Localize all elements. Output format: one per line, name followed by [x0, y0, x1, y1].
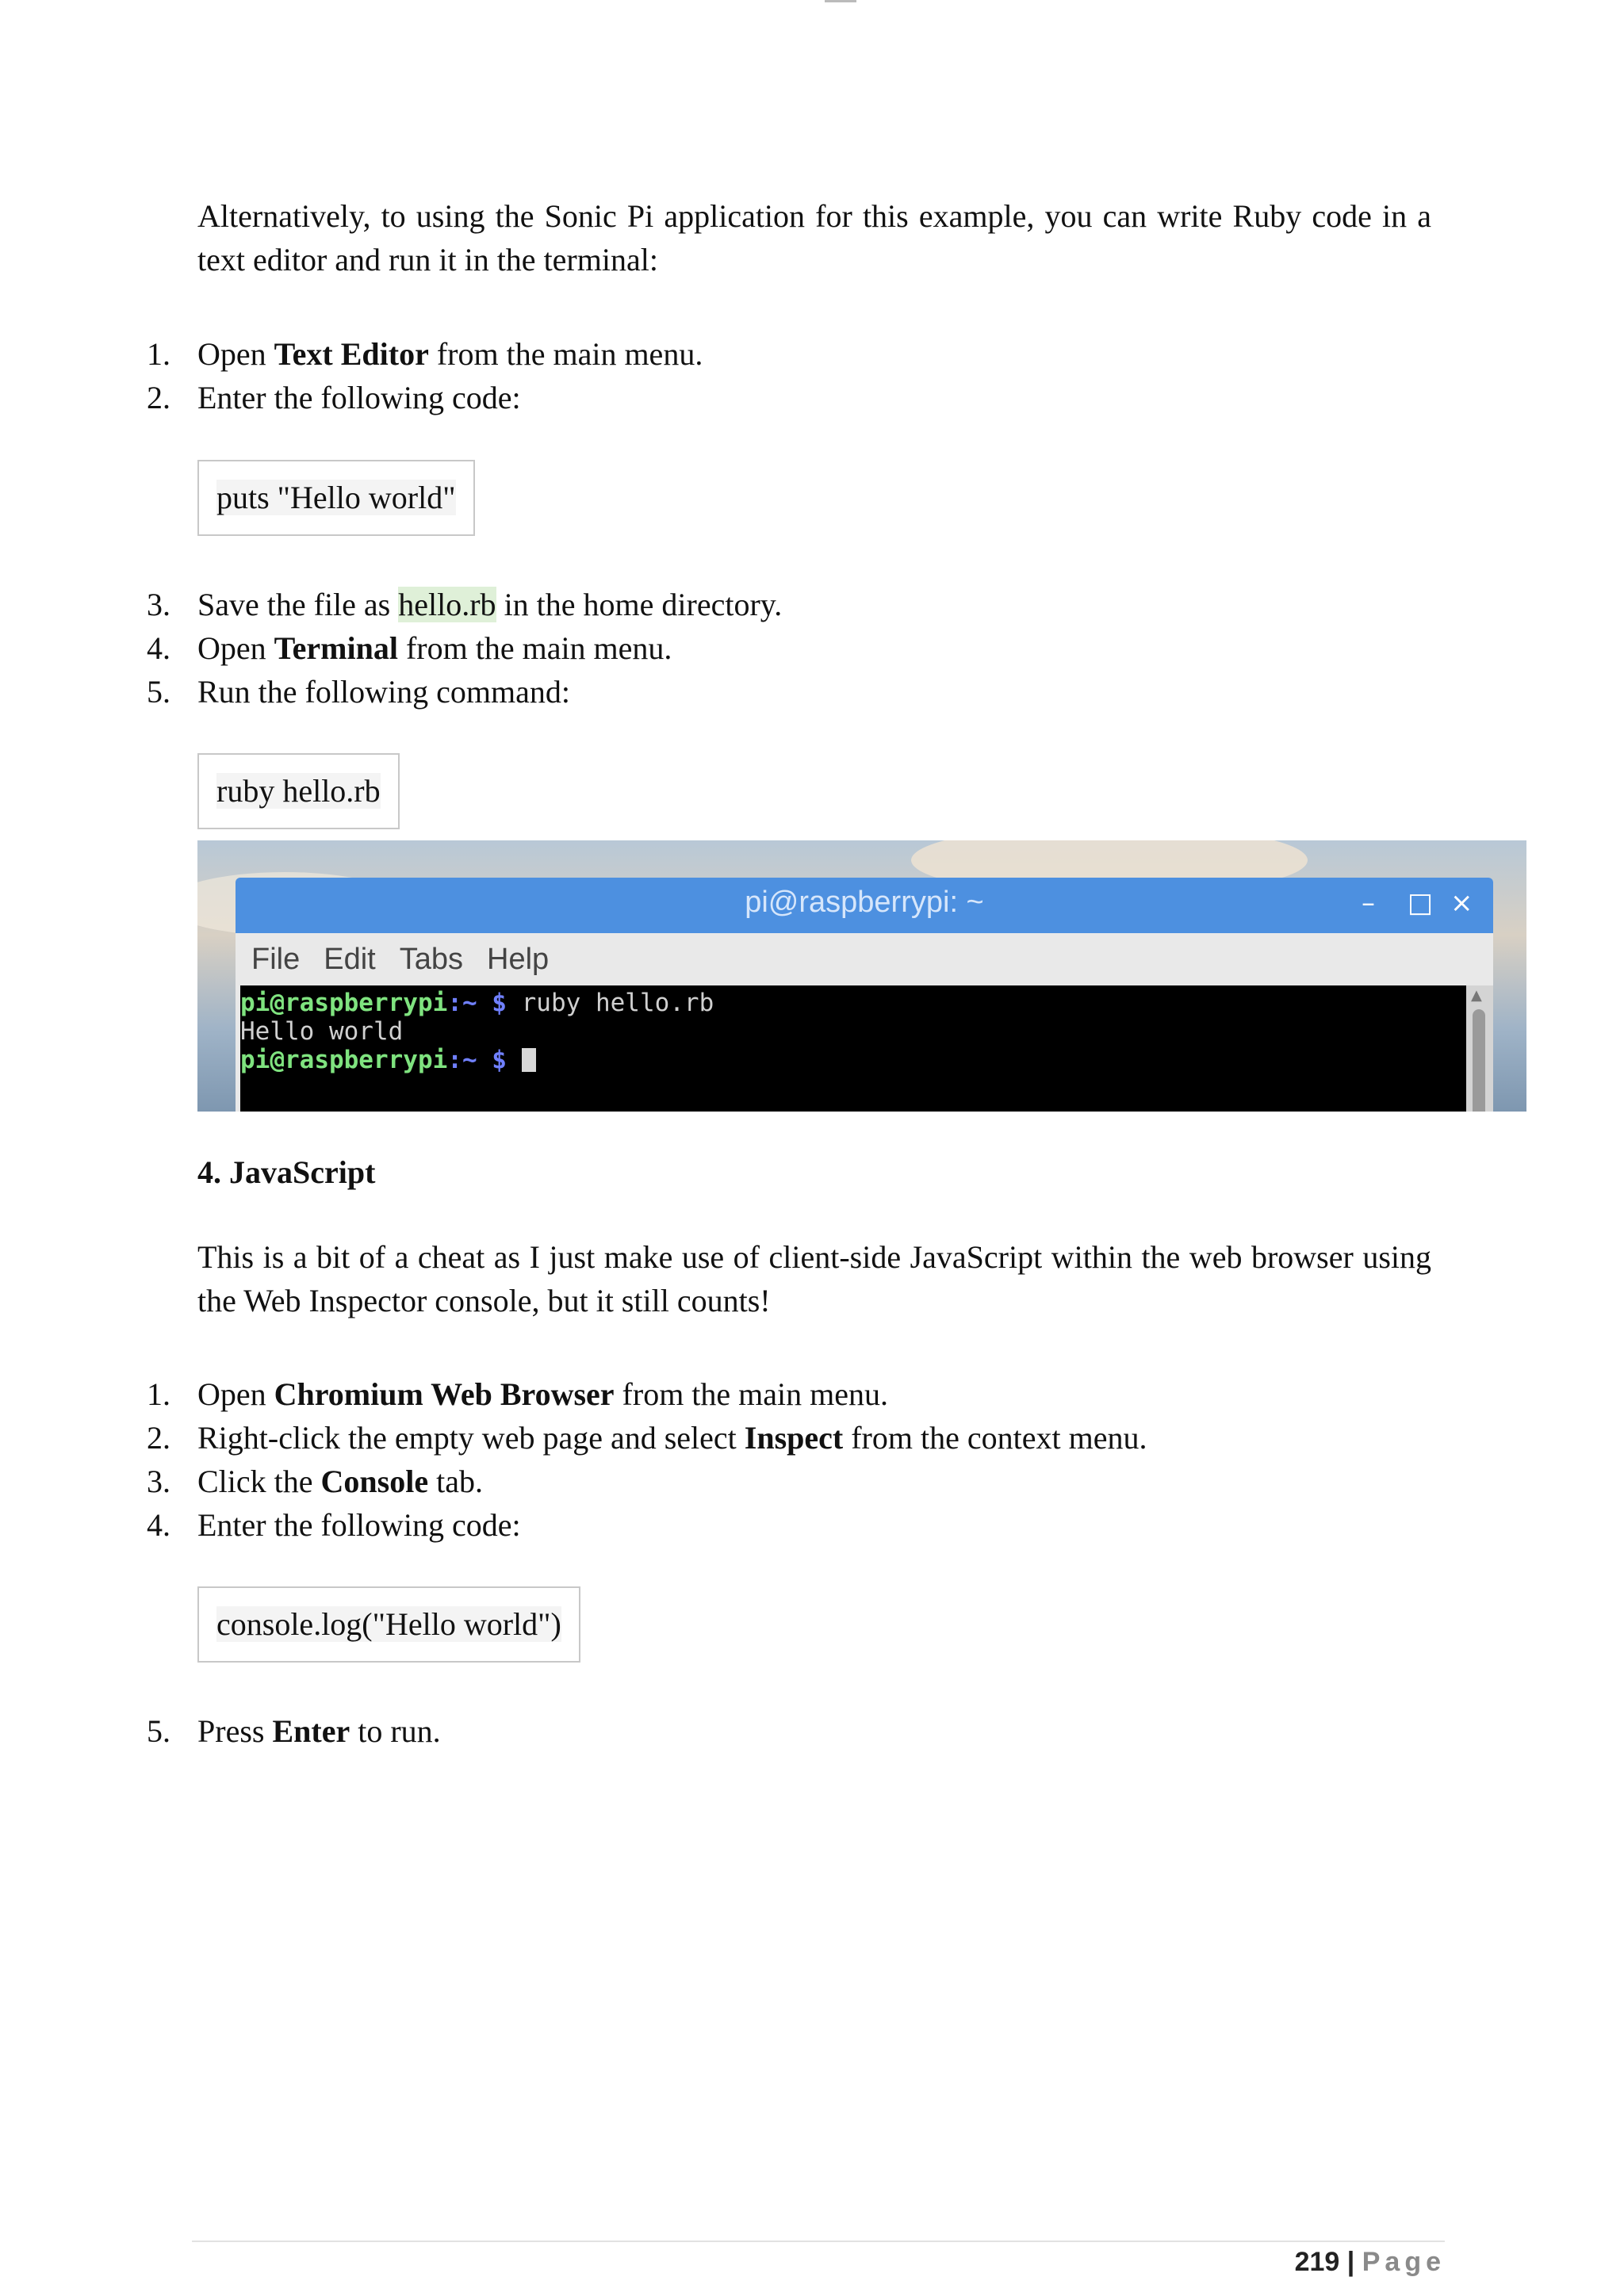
terminal-cursor [522, 1048, 536, 1072]
js-step-5: 5. Press Enter to run. [147, 1713, 441, 1749]
scrollbar-thumb[interactable] [1473, 1009, 1485, 1112]
js-step-2: 2. Right-click the empty web page and select Inspect from the context menu. [147, 1420, 1147, 1456]
ruby-step-4: 4. Open Terminal from the main menu. [147, 630, 672, 666]
menu-help[interactable]: Help [487, 942, 550, 976]
scroll-up-icon[interactable]: ▲ [1471, 987, 1482, 1004]
terminal-titlebar [236, 878, 1493, 933]
terminal-menubar [236, 933, 1493, 985]
terminal-line: pi@raspberrypi:~ $ ruby hello.rb [240, 989, 714, 1017]
intro-paragraph: Alternatively, to using the Sonic Pi application for this example, you can write Ruby code in a text editor and run it in the terminal: [197, 198, 1431, 277]
ruby-step-1: 1. Open Text Editor from the main menu. [147, 336, 703, 372]
terminal-output[interactable] [240, 985, 1466, 1112]
top-mark [825, 0, 856, 2]
menu-file[interactable]: File [251, 942, 301, 976]
maximize-icon[interactable]: □ [1408, 887, 1434, 919]
js-step-1: 1. Open Chromium Web Browser from the main menu. [147, 1376, 889, 1412]
ruby-step-2: 2. Enter the following code: [147, 380, 521, 415]
code-block-puts: puts "Hello world" [197, 460, 475, 536]
window-title: pi@raspberrypi: ~ [745, 886, 984, 919]
js-intro-paragraph: This is a bit of a cheat as I just make use of client-side JavaScript within the web browser using the Web Inspector console, but it still counts! [197, 1239, 1431, 1318]
terminal-window [236, 878, 1493, 1112]
menu-tabs[interactable]: Tabs [399, 942, 463, 976]
ruby-step-3: 3. Save the file as hello.rb in the home directory. [147, 587, 783, 622]
js-step-4: 4. Enter the following code: [147, 1507, 521, 1543]
menu-edit[interactable]: Edit [324, 942, 376, 976]
terminal-screenshot [197, 840, 1526, 1112]
ruby-step-5: 5. Run the following command: [147, 674, 570, 710]
js-step-3: 3. Click the Console tab. [147, 1464, 483, 1499]
terminal-line: Hello world [240, 1017, 404, 1046]
footer-divider [192, 2241, 1445, 2242]
page-number: 219 | Page [1294, 2247, 1446, 2277]
code-block-ruby-command: ruby hello.rb [197, 753, 400, 829]
terminal-line: pi@raspberrypi:~ $ [240, 1046, 1466, 1074]
code-block-console-log: console.log("Hello world") [197, 1586, 580, 1663]
minimize-icon[interactable]: – [1362, 887, 1375, 919]
terminal-scrollbar[interactable] [1466, 985, 1493, 1112]
close-icon[interactable]: × [1450, 887, 1473, 919]
section-heading: 4. JavaScript [197, 1154, 376, 1190]
